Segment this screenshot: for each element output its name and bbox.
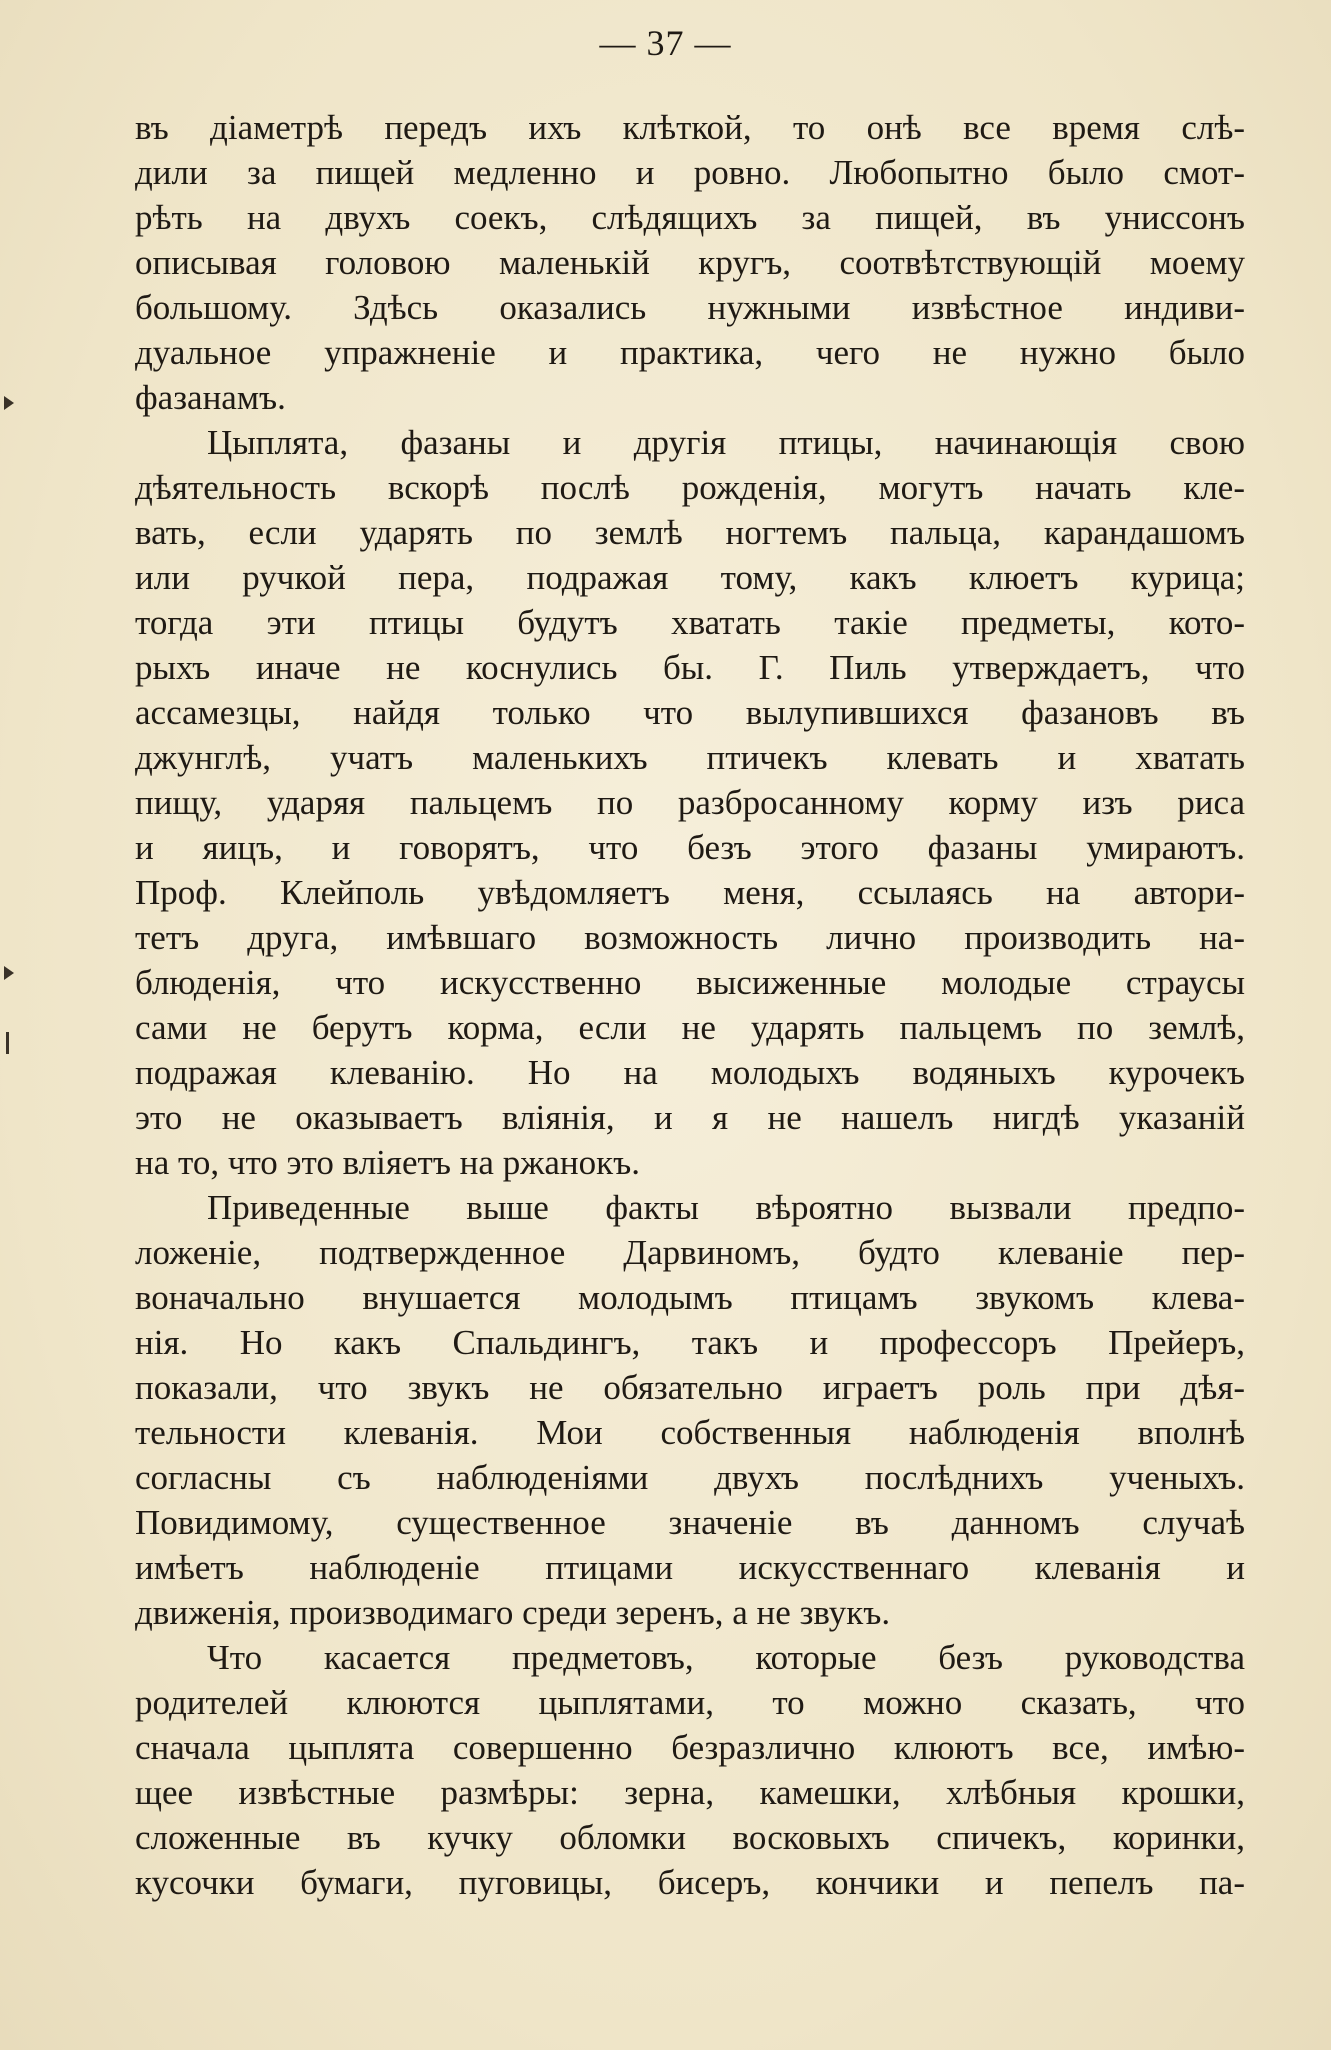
text-line: дили за пищей медленно и ровно. Любопытно было смот-	[135, 153, 1245, 192]
left-margin-mark	[4, 966, 14, 980]
text-line: сложенные въ кучку обломки восковыхъ спичекъ, коринки,	[135, 1818, 1245, 1857]
text-line: рыхъ иначе не коснулись бы. Г. Пиль утверждаетъ, что	[135, 648, 1245, 687]
text-line: на то, что это вліяетъ на ржанокъ.	[135, 1143, 640, 1182]
text-line: описывая головою маленькій кругъ, соотвѣтствующій моему	[135, 243, 1245, 282]
text-line: сначала цыплята совершенно безразлично клюютъ все, имѣю-	[135, 1728, 1245, 1767]
text-line: пищу, ударяя пальцемъ по разбросанному корму изъ риса	[135, 783, 1245, 822]
text-line: дѣятельность вскорѣ послѣ рожденія, могутъ начать кле-	[135, 468, 1245, 507]
text-line: Что касается предметовъ, которые безъ руководства	[207, 1638, 1245, 1677]
text-line: ложеніе, подтвержденное Дарвиномъ, будто клеваніе пер-	[135, 1233, 1245, 1272]
text-line: нія. Но какъ Спальдингъ, такъ и профессоръ Прейеръ,	[135, 1323, 1245, 1362]
text-line: кусочки бумаги, пуговицы, бисеръ, кончики и пепелъ па-	[135, 1863, 1245, 1902]
text-line: фазанамъ.	[135, 378, 286, 417]
text-line: имѣетъ наблюденіе птицами искусственнаго клеванія и	[135, 1548, 1245, 1587]
page-number: — 37 —	[599, 23, 732, 63]
left-margin-mark	[4, 396, 14, 410]
text-line: сами не берутъ корма, если не ударять пальцемъ по землѣ,	[135, 1008, 1245, 1047]
text-line: тетъ друга, имѣвшаго возможность лично производить на-	[135, 918, 1245, 957]
text-line: большому. Здѣсь оказались нужными извѣстное индиви-	[135, 288, 1245, 327]
text-line: Цыплята, фазаны и другія птицы, начинающія свою	[207, 423, 1245, 462]
text-line: воначально внушается молодымъ птицамъ звукомъ клева-	[135, 1278, 1245, 1317]
left-margin-tick	[6, 1032, 9, 1054]
text-line: рѣть на двухъ соекъ, слѣдящихъ за пищей, въ униссонъ	[135, 198, 1245, 237]
text-line: Проф. Клейполь увѣдомляетъ меня, ссылаясь на автори-	[135, 873, 1245, 912]
body-text	[135, 105, 1245, 1905]
text-line: вать, если ударять по землѣ ногтемъ пальца, карандашомъ	[135, 513, 1245, 552]
text-line: и яицъ, и говорятъ, что безъ этого фазаны умираютъ.	[135, 828, 1245, 867]
text-line: ассамезцы, найдя только что вылупившихся фазановъ въ	[135, 693, 1245, 732]
text-line: тогда эти птицы будутъ хватать такіе предметы, кото-	[135, 603, 1245, 642]
text-line: согласны съ наблюденіями двухъ послѣднихъ ученыхъ.	[135, 1458, 1245, 1497]
text-line: Приведенные выше факты вѣроятно вызвали предпо-	[207, 1188, 1245, 1227]
text-line: или ручкой пера, подражая тому, какъ клюетъ курица;	[135, 558, 1245, 597]
text-line: Повидимому, существенное значеніе въ данномъ случаѣ	[135, 1503, 1245, 1542]
text-line: движенія, производимаго среди зеренъ, а не звукъ.	[135, 1593, 891, 1632]
text-line: родителей клюются цыплятами, то можно сказать, что	[135, 1683, 1245, 1722]
text-line: щее извѣстные размѣры: зерна, камешки, хлѣбныя крошки,	[135, 1773, 1245, 1812]
text-line: блюденія, что искусственно высиженные молодые страусы	[135, 963, 1245, 1002]
text-line: это не оказываетъ вліянія, и я не нашелъ нигдѣ указаній	[135, 1098, 1245, 1137]
text-line: показали, что звукъ не обязательно играетъ роль при дѣя-	[135, 1368, 1245, 1407]
text-line: дуальное упражненіе и практика, чего не нужно было	[135, 333, 1245, 372]
text-line: въ діаметрѣ передъ ихъ клѣткой, то онѣ все время слѣ-	[135, 108, 1245, 147]
text-line: подражая клеванію. Но на молодыхъ водяныхъ курочекъ	[135, 1053, 1245, 1092]
text-line: джунглѣ, учатъ маленькихъ птичекъ клевать и хватать	[135, 738, 1245, 777]
text-line: тельности клеванія. Мои собственныя наблюденія вполнѣ	[135, 1413, 1245, 1452]
